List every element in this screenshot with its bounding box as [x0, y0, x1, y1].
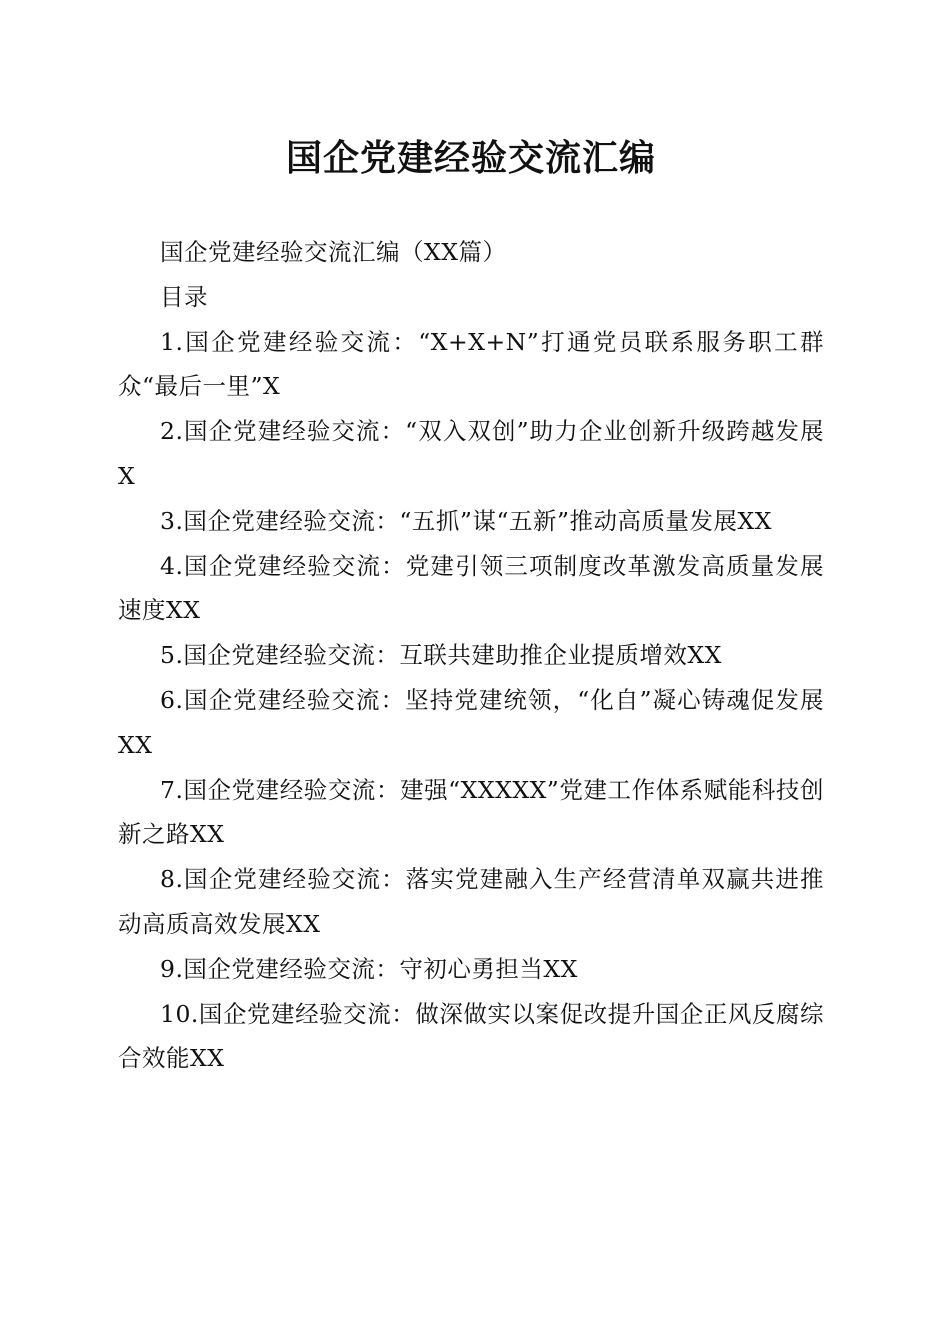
toc-heading: 目录	[160, 282, 208, 311]
document-body	[118, 230, 824, 1081]
toc-item-8: 8.国企党建经验交流：落实党建融入生产经营清单双赢共进推动高质高效发展XX	[118, 865, 824, 938]
toc-item-6: 6.国企党建经验交流：坚持党建统领，“化自”凝心铸魂促发展XX	[118, 685, 824, 759]
document-subtitle: 国企党建经验交流汇编（XX篇）	[160, 238, 507, 266]
toc-item-9: 9.国企党建经验交流：守初心勇担当XX	[160, 954, 578, 983]
toc-item-4: 4.国企党建经验交流：党建引领三项制度改革激发高质量发展速度XX	[118, 551, 824, 625]
toc-item-5: 5.国企党建经验交流：互联共建助推企业提质增效XX	[160, 641, 722, 670]
toc-item-2: 2.国企党建经验交流：“双入双创”助力企业创新升级跨越发展X	[118, 417, 824, 490]
toc-item-3: 3.国企党建经验交流：“五抓”谋“五新”推动高质量发展XX	[160, 506, 772, 535]
document-title: 国企党建经验交流汇编	[285, 138, 656, 179]
toc-item-10: 10.国企党建经验交流：做深做实以案促改提升国企正风反腐综合效能XX	[118, 999, 824, 1073]
toc-item-7: 7.国企党建经验交流：建强“XXXXX”党建工作体系赋能科技创新之路XX	[118, 775, 824, 849]
toc-item-1: 1.国企党建经验交流：“X+X+N”打通党员联系服务职工群众“最后一里”X	[118, 327, 824, 401]
